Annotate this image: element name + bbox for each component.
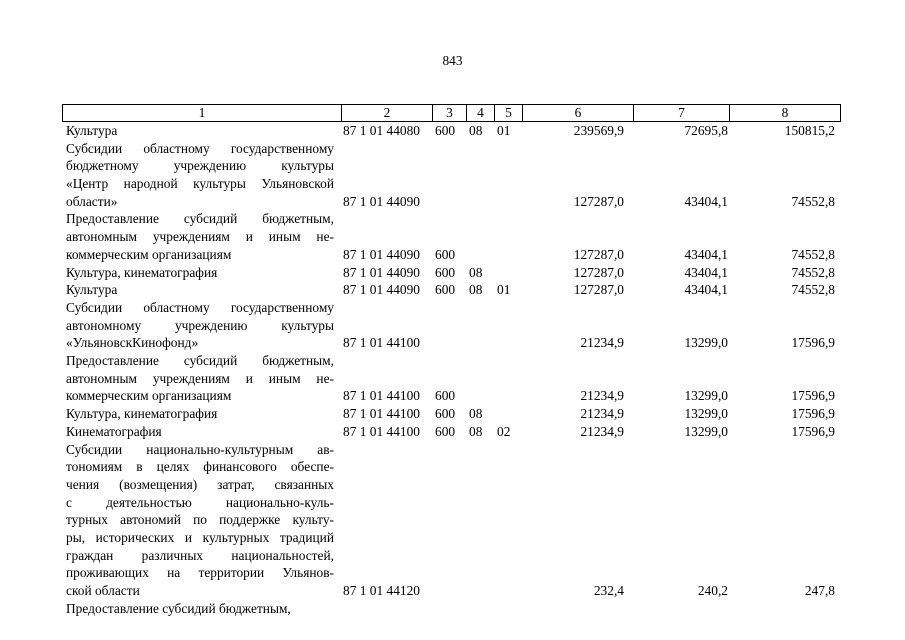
amount-col-6: 127287,0 (573, 264, 624, 280)
column-header-row (62, 104, 841, 122)
expense-type: 600 (435, 423, 456, 439)
amount-col-6: 21234,9 (580, 335, 624, 351)
row-name-line: Культура (66, 123, 118, 138)
column-header-2: 2 (342, 105, 433, 122)
row-name-line: Кинематография (66, 423, 162, 439)
amount-col-7: 13299,0 (684, 406, 728, 422)
row-name-line: Субсидии областному государственному (66, 140, 334, 156)
row-name-line: Субсидии областному государственному (66, 299, 334, 315)
amount-col-7: 43404,1 (684, 193, 728, 209)
amount-col-8: 17596,9 (791, 406, 835, 422)
column-header-1: 1 (63, 105, 342, 122)
amount-col-7: 240,2 (697, 583, 728, 599)
amount-col-6: 127287,0 (573, 246, 624, 262)
amount-col-6: 127287,0 (573, 193, 624, 209)
table-row (0, 140, 905, 211)
amount-col-7: 43404,1 (684, 282, 728, 298)
row-name (66, 405, 334, 423)
row-name (66, 264, 334, 282)
subsection: 01 (497, 282, 511, 298)
amount-col-7: 13299,0 (684, 423, 728, 439)
row-name-line: Культура, кинематография (66, 264, 218, 280)
subsection: 02 (497, 423, 511, 439)
target-article: 87 1 01 44100 (343, 388, 420, 404)
row-name-line: ской области (66, 583, 140, 599)
section: 08 (469, 406, 483, 422)
target-article: 87 1 01 44090 (343, 193, 420, 209)
expense-type: 600 (435, 282, 456, 298)
expense-type: 600 (435, 123, 456, 138)
row-name-line: Культура, кинематография (66, 406, 218, 422)
row-name (66, 299, 334, 352)
amount-col-8: 74552,8 (791, 193, 835, 209)
amount-col-6: 127287,0 (573, 282, 624, 298)
row-name (66, 122, 334, 140)
table-row (0, 299, 905, 352)
row-name-line: «Центр народной культуры Ульяновской (66, 176, 334, 192)
amount-col-7: 72695,8 (684, 123, 728, 138)
amount-col-8: 74552,8 (791, 264, 835, 280)
row-name-line: Предоставление субсидий бюджетным, (66, 211, 334, 227)
row-name-line: граждан различных национальностей, (66, 547, 334, 563)
row-name-line: автономному учреждению культуры (66, 317, 334, 333)
amount-col-6: 239569,9 (573, 123, 624, 138)
expense-type: 600 (435, 406, 456, 422)
amount-col-7: 43404,1 (684, 246, 728, 262)
row-name (66, 423, 334, 441)
target-article: 87 1 01 44090 (343, 246, 420, 262)
row-name-line: с деятельностью национально-куль- (66, 494, 334, 510)
budget-table-body (0, 122, 905, 618)
row-name (66, 352, 334, 405)
row-name-line: бюджетному учреждению культуры (66, 158, 334, 174)
expense-type: 600 (435, 246, 456, 262)
subsection: 01 (497, 123, 511, 138)
target-article: 87 1 01 44090 (343, 264, 420, 280)
row-name (66, 140, 334, 211)
table-row (0, 423, 905, 441)
amount-col-8: 17596,9 (791, 335, 835, 351)
table-row (0, 441, 905, 600)
expense-type: 600 (435, 264, 456, 280)
row-name-line: автономным учреждениям и иным не- (66, 229, 334, 245)
row-name-line: автономным учреждениям и иным не- (66, 370, 334, 386)
row-name-line: Предоставление субсидий бюджетным, (66, 353, 334, 369)
row-name-line: турных автономий по поддержке культу- (66, 512, 334, 528)
row-name-line: ры, исторических и культурных традиций (66, 529, 334, 545)
row-name-line: тономиям в целях финансового обеспе- (66, 459, 334, 475)
table-row (0, 210, 905, 263)
amount-col-8: 17596,9 (791, 423, 835, 439)
table-row (0, 122, 905, 140)
table-row (0, 281, 905, 299)
section: 08 (469, 264, 483, 280)
row-name-line: чения (возмещения) затрат, связанных (66, 476, 334, 492)
column-header-8: 8 (730, 105, 841, 122)
section: 08 (469, 423, 483, 439)
table-row (0, 600, 905, 618)
row-name-line: Предоставление субсидий бюджетным, (66, 600, 291, 616)
amount-col-8: 74552,8 (791, 246, 835, 262)
column-header-4: 4 (467, 105, 495, 122)
target-article: 87 1 01 44100 (343, 406, 420, 422)
target-article: 87 1 01 44090 (343, 282, 420, 298)
row-name (66, 441, 334, 600)
row-name (66, 210, 334, 263)
amount-col-7: 43404,1 (684, 264, 728, 280)
amount-col-7: 13299,0 (684, 335, 728, 351)
row-name-line: проживающих на территории Ульянов- (66, 565, 334, 581)
amount-col-6: 21234,9 (580, 423, 624, 439)
column-header-3: 3 (433, 105, 467, 122)
row-name-line: Культура (66, 282, 118, 298)
row-name (66, 281, 334, 299)
column-header-5: 5 (495, 105, 523, 122)
amount-col-8: 150815,2 (784, 123, 835, 138)
column-header-7: 7 (634, 105, 730, 122)
target-article: 87 1 01 44100 (343, 335, 420, 351)
row-name-line: коммерческим организациям (66, 388, 232, 404)
row-name-line: Субсидии национально-культурным ав- (66, 441, 334, 457)
amount-col-8: 247,8 (804, 583, 835, 599)
amount-col-6: 232,4 (593, 583, 624, 599)
table-row (0, 352, 905, 405)
row-name-line: коммерческим организациям (66, 246, 232, 262)
table-row (0, 405, 905, 423)
table-row (0, 264, 905, 282)
row-name (66, 600, 334, 618)
page-number: 843 (442, 53, 463, 68)
amount-col-8: 17596,9 (791, 388, 835, 404)
target-article: 87 1 01 44100 (343, 423, 420, 439)
amount-col-7: 13299,0 (684, 388, 728, 404)
section: 08 (469, 123, 483, 138)
target-article: 87 1 01 44080 (343, 123, 420, 138)
amount-col-6: 21234,9 (580, 388, 624, 404)
amount-col-6: 21234,9 (580, 406, 624, 422)
expense-type: 600 (435, 388, 456, 404)
target-article: 87 1 01 44120 (343, 583, 420, 599)
column-header-6: 6 (523, 105, 634, 122)
row-name-line: области» (66, 193, 118, 209)
row-name-line: «УльяновскКинофонд» (66, 335, 199, 351)
amount-col-8: 74552,8 (791, 282, 835, 298)
section: 08 (469, 282, 483, 298)
